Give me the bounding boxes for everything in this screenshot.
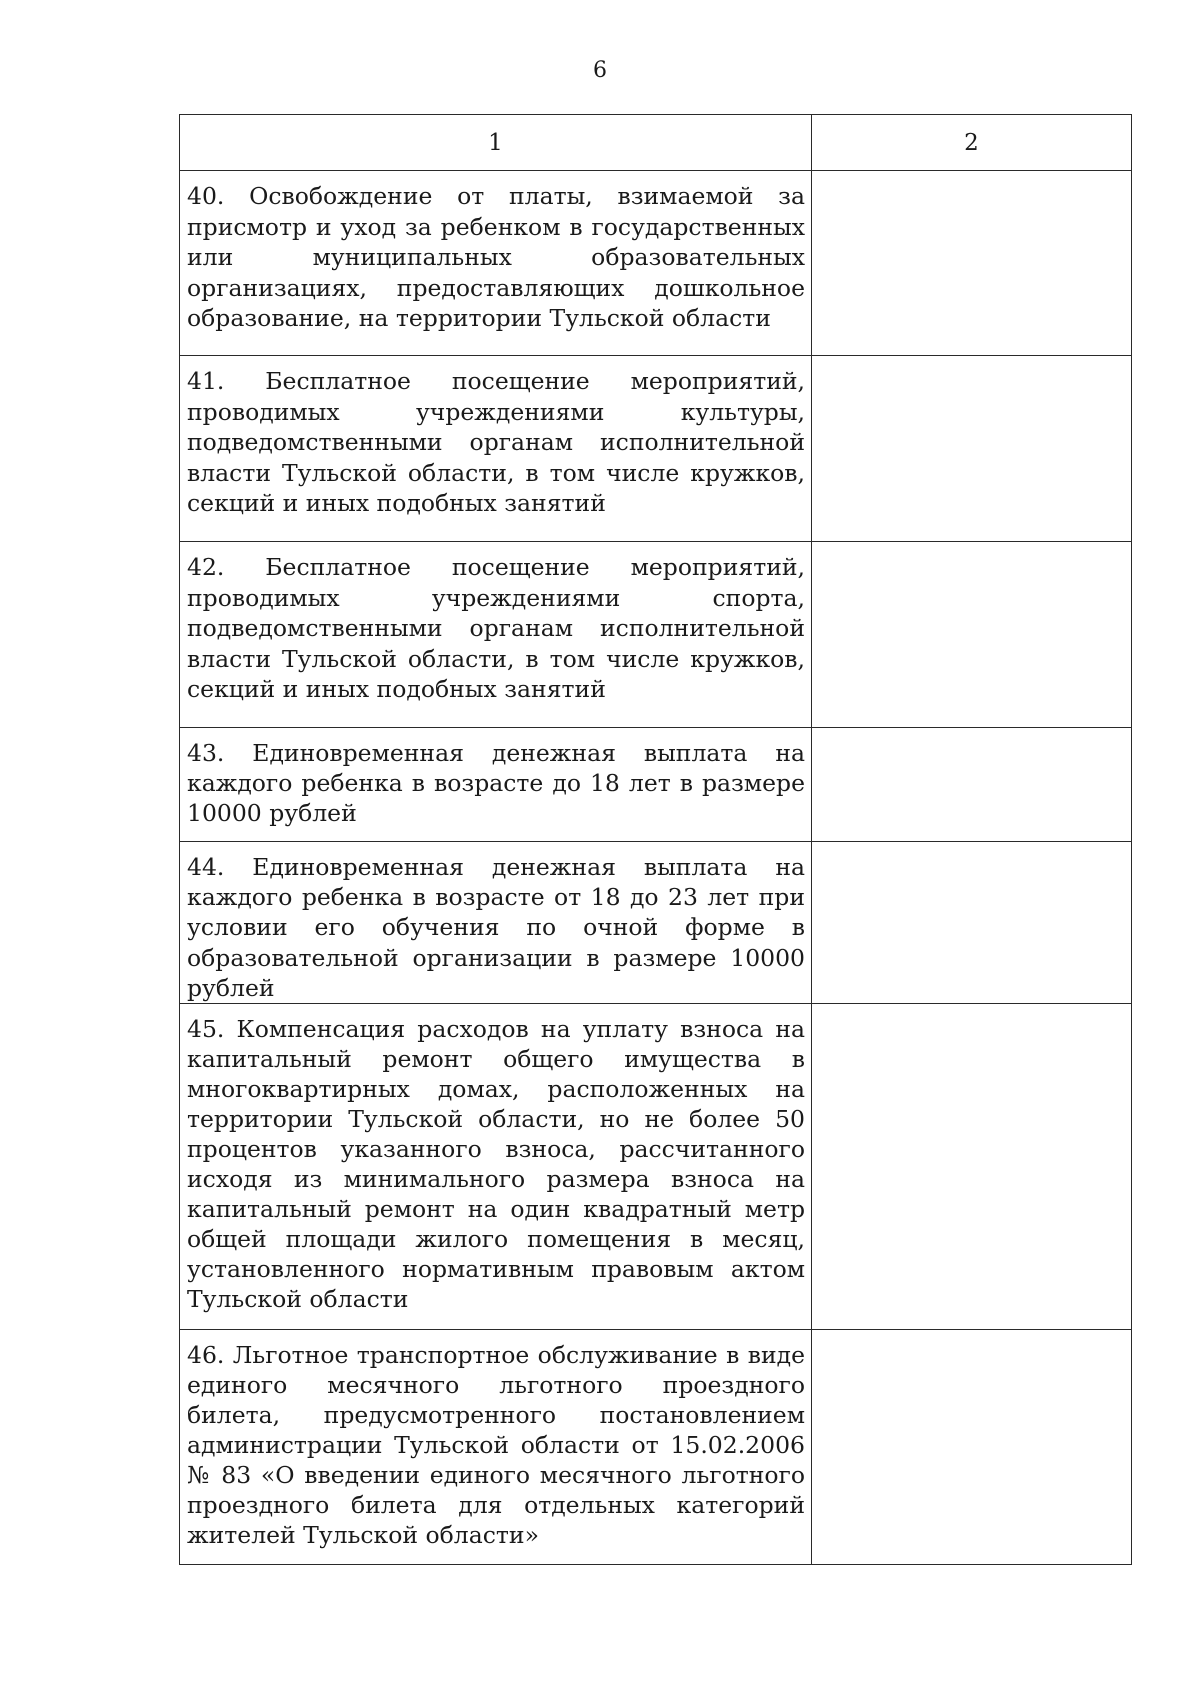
table-row — [180, 728, 1132, 842]
page-number: 6 — [593, 58, 607, 83]
column-header-1: 1 — [180, 115, 812, 171]
table-row — [180, 1330, 1132, 1565]
row-text-44: 44. Единовременная денежная выплата на каждого ребенка в возрасте от 18 до 23 лет при условии его обучения по очной форме в образовательной организации в размере 10000 рублей — [187, 853, 805, 1002]
row-text-45: 45. Компенсация расходов на уплату взноса на капитальный ремонт общего имущества в многоквартирных домах, расположенных на территории Тульской области, но не более 50 процентов указанного взноса, рассчитанного исходя из минимального размера взноса на капитальный ремонт на один квадратный метр общей площади жилого помещения в месяц, установленного нормативным правовым актом Тульской области — [187, 1015, 805, 1314]
table-row — [180, 842, 1132, 1004]
table-cell-col1 — [180, 542, 812, 728]
column-header-2: 2 — [812, 115, 1132, 171]
table-cell-col2 — [812, 842, 1132, 1004]
table-cell-col1 — [180, 171, 812, 356]
row-text-46: 46. Льготное транспортное обслуживание в виде единого месячного льготного проездного билета, предусмотренного постановлением администрации Тульской области от 15.02.2006 № 83 «О введении единого месячного льготного проездного билета для отдельных категорий жителей Тульской области» — [187, 1341, 805, 1550]
table-cell-col2 — [812, 171, 1132, 356]
table-row — [180, 542, 1132, 728]
table-cell-col1 — [180, 842, 812, 1004]
table-cell-col1 — [180, 1330, 812, 1565]
row-text-42: 42. Бесплатное посещение мероприятий, проводимых учреждениями спорта, подведомственными органам исполнительной власти Тульской области, в том числе кружков, секций и иных подобных занятий — [187, 553, 805, 703]
table-cell-col1 — [180, 356, 812, 542]
table-cell-col1 — [180, 1004, 812, 1330]
table-cell-col2 — [812, 542, 1132, 728]
table-row — [180, 356, 1132, 542]
document-table — [179, 114, 1132, 1565]
table-row — [180, 171, 1132, 356]
table-cell-col2 — [812, 1004, 1132, 1330]
table-header-row — [180, 115, 1132, 171]
row-text-40: 40. Освобождение от платы, взимаемой за присмотр и уход за ребенком в государственных или муниципальных образовательных организациях, предоставляющих дошкольное образование, на территории Тульской области — [187, 182, 805, 332]
table-cell-col2 — [812, 1330, 1132, 1565]
row-text-43: 43. Единовременная денежная выплата на каждого ребенка в возрасте до 18 лет в размере 10000 рублей — [187, 739, 805, 828]
table-cell-col1 — [180, 728, 812, 842]
table-row — [180, 1004, 1132, 1330]
table-cell-col2 — [812, 728, 1132, 842]
table-cell-col2 — [812, 356, 1132, 542]
row-text-41: 41. Бесплатное посещение мероприятий, проводимых учреждениями культуры, подведомственными органам исполнительной власти Тульской области, в том числе кружков, секций и иных подобных занятий — [187, 367, 805, 517]
